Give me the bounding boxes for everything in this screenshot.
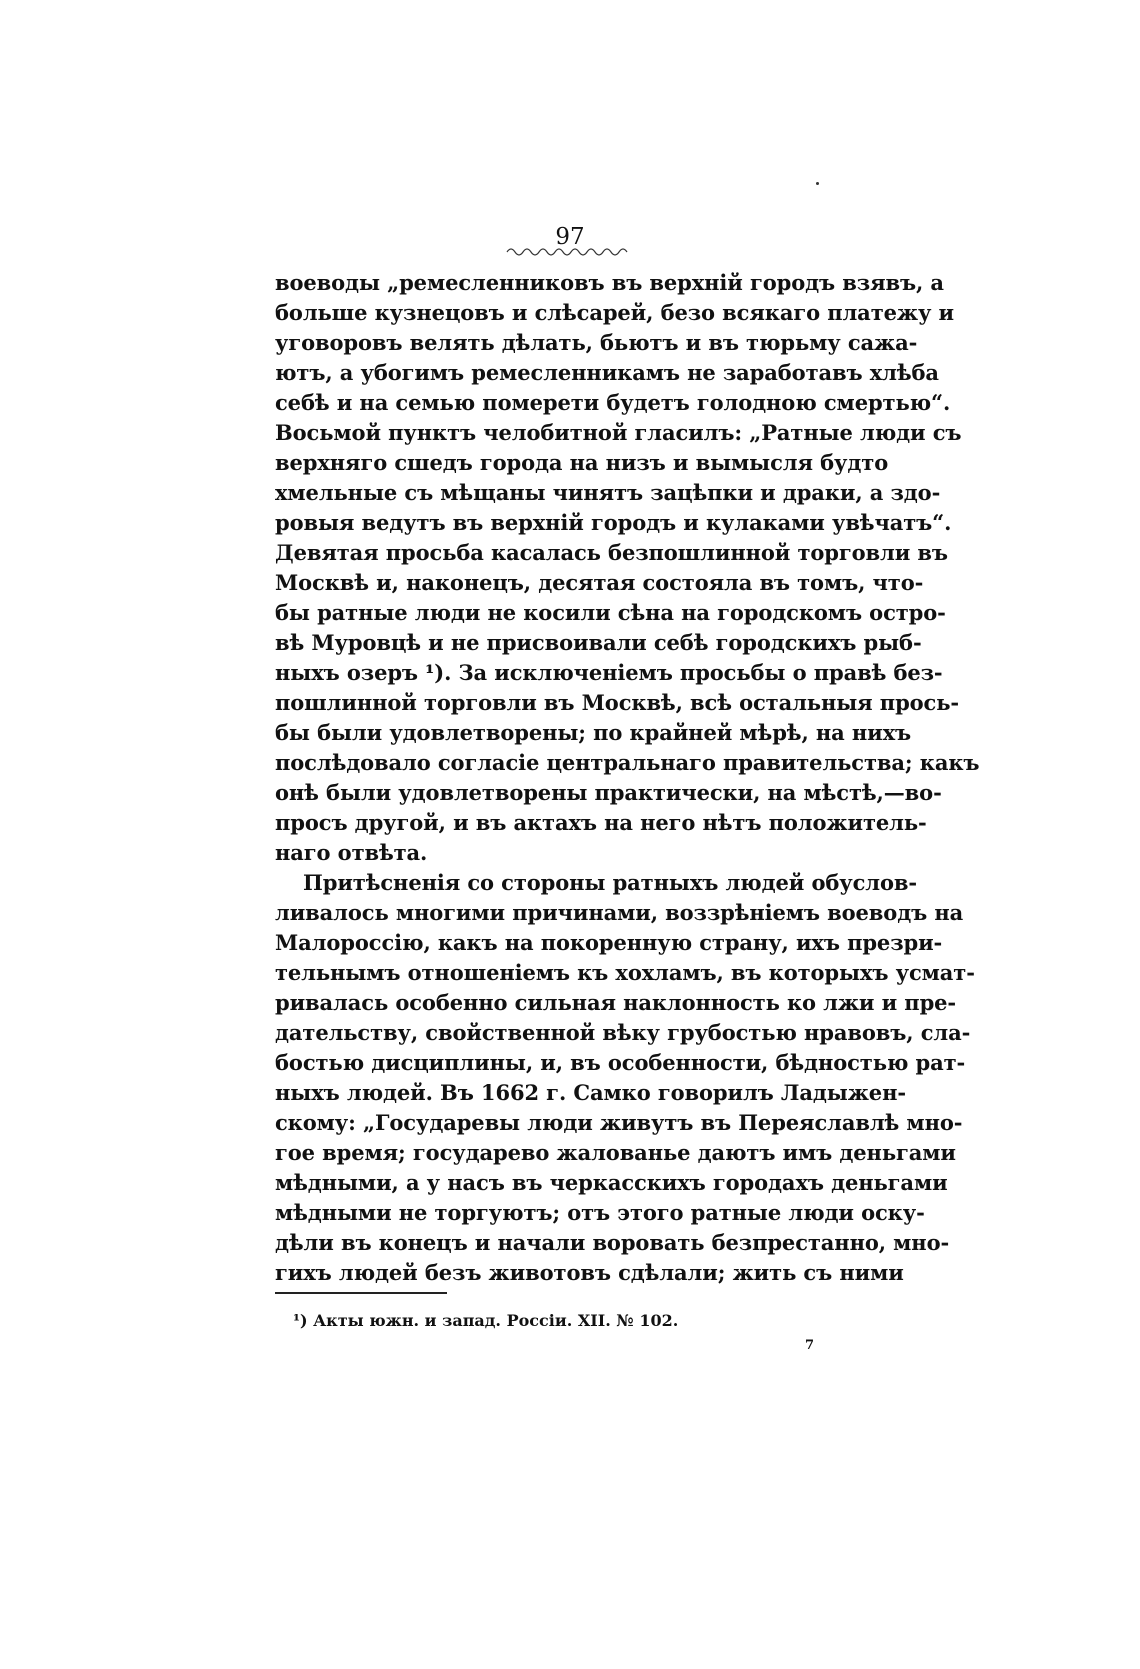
page-number: 97 [555,224,585,250]
text-line: ливалось многими причинами, воззрѣніемъ воеводъ на [275,900,964,925]
text-line: Москвѣ и, наконецъ, десятая состояла въ томъ, что- [275,570,924,595]
text-line: уговоровъ велять дѣлать, бьютъ и въ тюрьму сажа- [275,330,918,355]
footnote: ¹) Акты южн. и запад. Россіи. XII. № 102. [293,1311,679,1330]
text-line: воеводы „ремесленниковъ въ верхній городъ взявъ, а [275,270,944,295]
text-line: ныхъ озеръ ¹). За исключеніемъ просьбы о правѣ без- [275,660,943,685]
text-line: ровыя ведутъ въ верхній городъ и кулаками увѣчатъ“. [275,510,952,535]
text-line: Малороссію, какъ на покоренную страну, ихъ презри- [275,930,943,955]
text-line: Притѣсненія со стороны ратныхъ людей обуслов- [303,870,918,895]
text-line: дѣли въ конецъ и начали воровать безпрестанно, мно- [275,1230,950,1255]
text-line: бостью дисциплины, и, въ особенности, бѣдностью рат- [275,1050,966,1075]
text-line: тельнымъ отношеніемъ къ хохламъ, въ которыхъ усмат- [275,960,975,985]
text-line: скому: „Государевы люди живутъ въ Переяславлѣ мно- [275,1110,963,1135]
text-line: наго отвѣта. [275,840,428,865]
text-line: просъ другой, и въ актахъ на него нѣтъ положитель- [275,810,927,835]
print-speck [816,182,819,185]
text-line: хмельные съ мѣщаны чинятъ зацѣпки и драки, а здо- [275,480,941,505]
text-line: ривалась особенно сильная наклонность ко лжи и пре- [275,990,957,1015]
text-line: гихъ людей безъ животовъ сдѣлали; жить съ ними [275,1260,904,1285]
text-line: послѣдовало согласіе центральнаго правительства; какъ [275,750,980,775]
text-line: больше кузнецовъ и слѣсарей, безо всякаго платежу и [275,300,955,325]
text-line: верхняго сшедъ города на низъ и вымысля будто [275,450,889,475]
text-line: мѣдными не торгуютъ; отъ этого ратные люди оску- [275,1200,925,1225]
text-line: Девятая просьба касалась безпошлинной торговли въ [275,540,948,565]
text-line: гое время; государево жалованье даютъ имъ деньгами [275,1140,956,1165]
text-line: вѣ Муровцѣ и не присвоивали себѣ городскихъ рыб- [275,630,922,655]
text-line: пошлинной торговли въ Москвѣ, всѣ остальныя прось- [275,690,960,715]
text-line: онѣ были удовлетворены практически, на мѣстѣ,—во- [275,780,942,805]
text-line: мѣдными, а у насъ въ черкасскихъ городахъ деньгами [275,1170,948,1195]
text-line: ютъ, а убогимъ ремесленникамъ не заработавъ хлѣба [275,360,939,385]
signature-mark: 7 [805,1338,815,1353]
text-line: дательству, свойственной вѣку грубостью нравовъ, сла- [275,1020,971,1045]
text-line: бы ратные люди не косили сѣна на городскомъ остро- [275,600,946,625]
footnote-divider [275,1292,447,1294]
text-line: бы были удовлетворены; по крайней мѣрѣ, на нихъ [275,720,912,745]
wavy-ornament-icon [505,244,629,256]
text-line: ныхъ людей. Въ 1662 г. Самко говорилъ Ладыжен- [275,1080,906,1105]
text-line: Восьмой пунктъ челобитной гласилъ: „Ратные люди съ [275,420,962,445]
text-line: себѣ и на семью померети будетъ голодною смертью“. [275,390,951,415]
